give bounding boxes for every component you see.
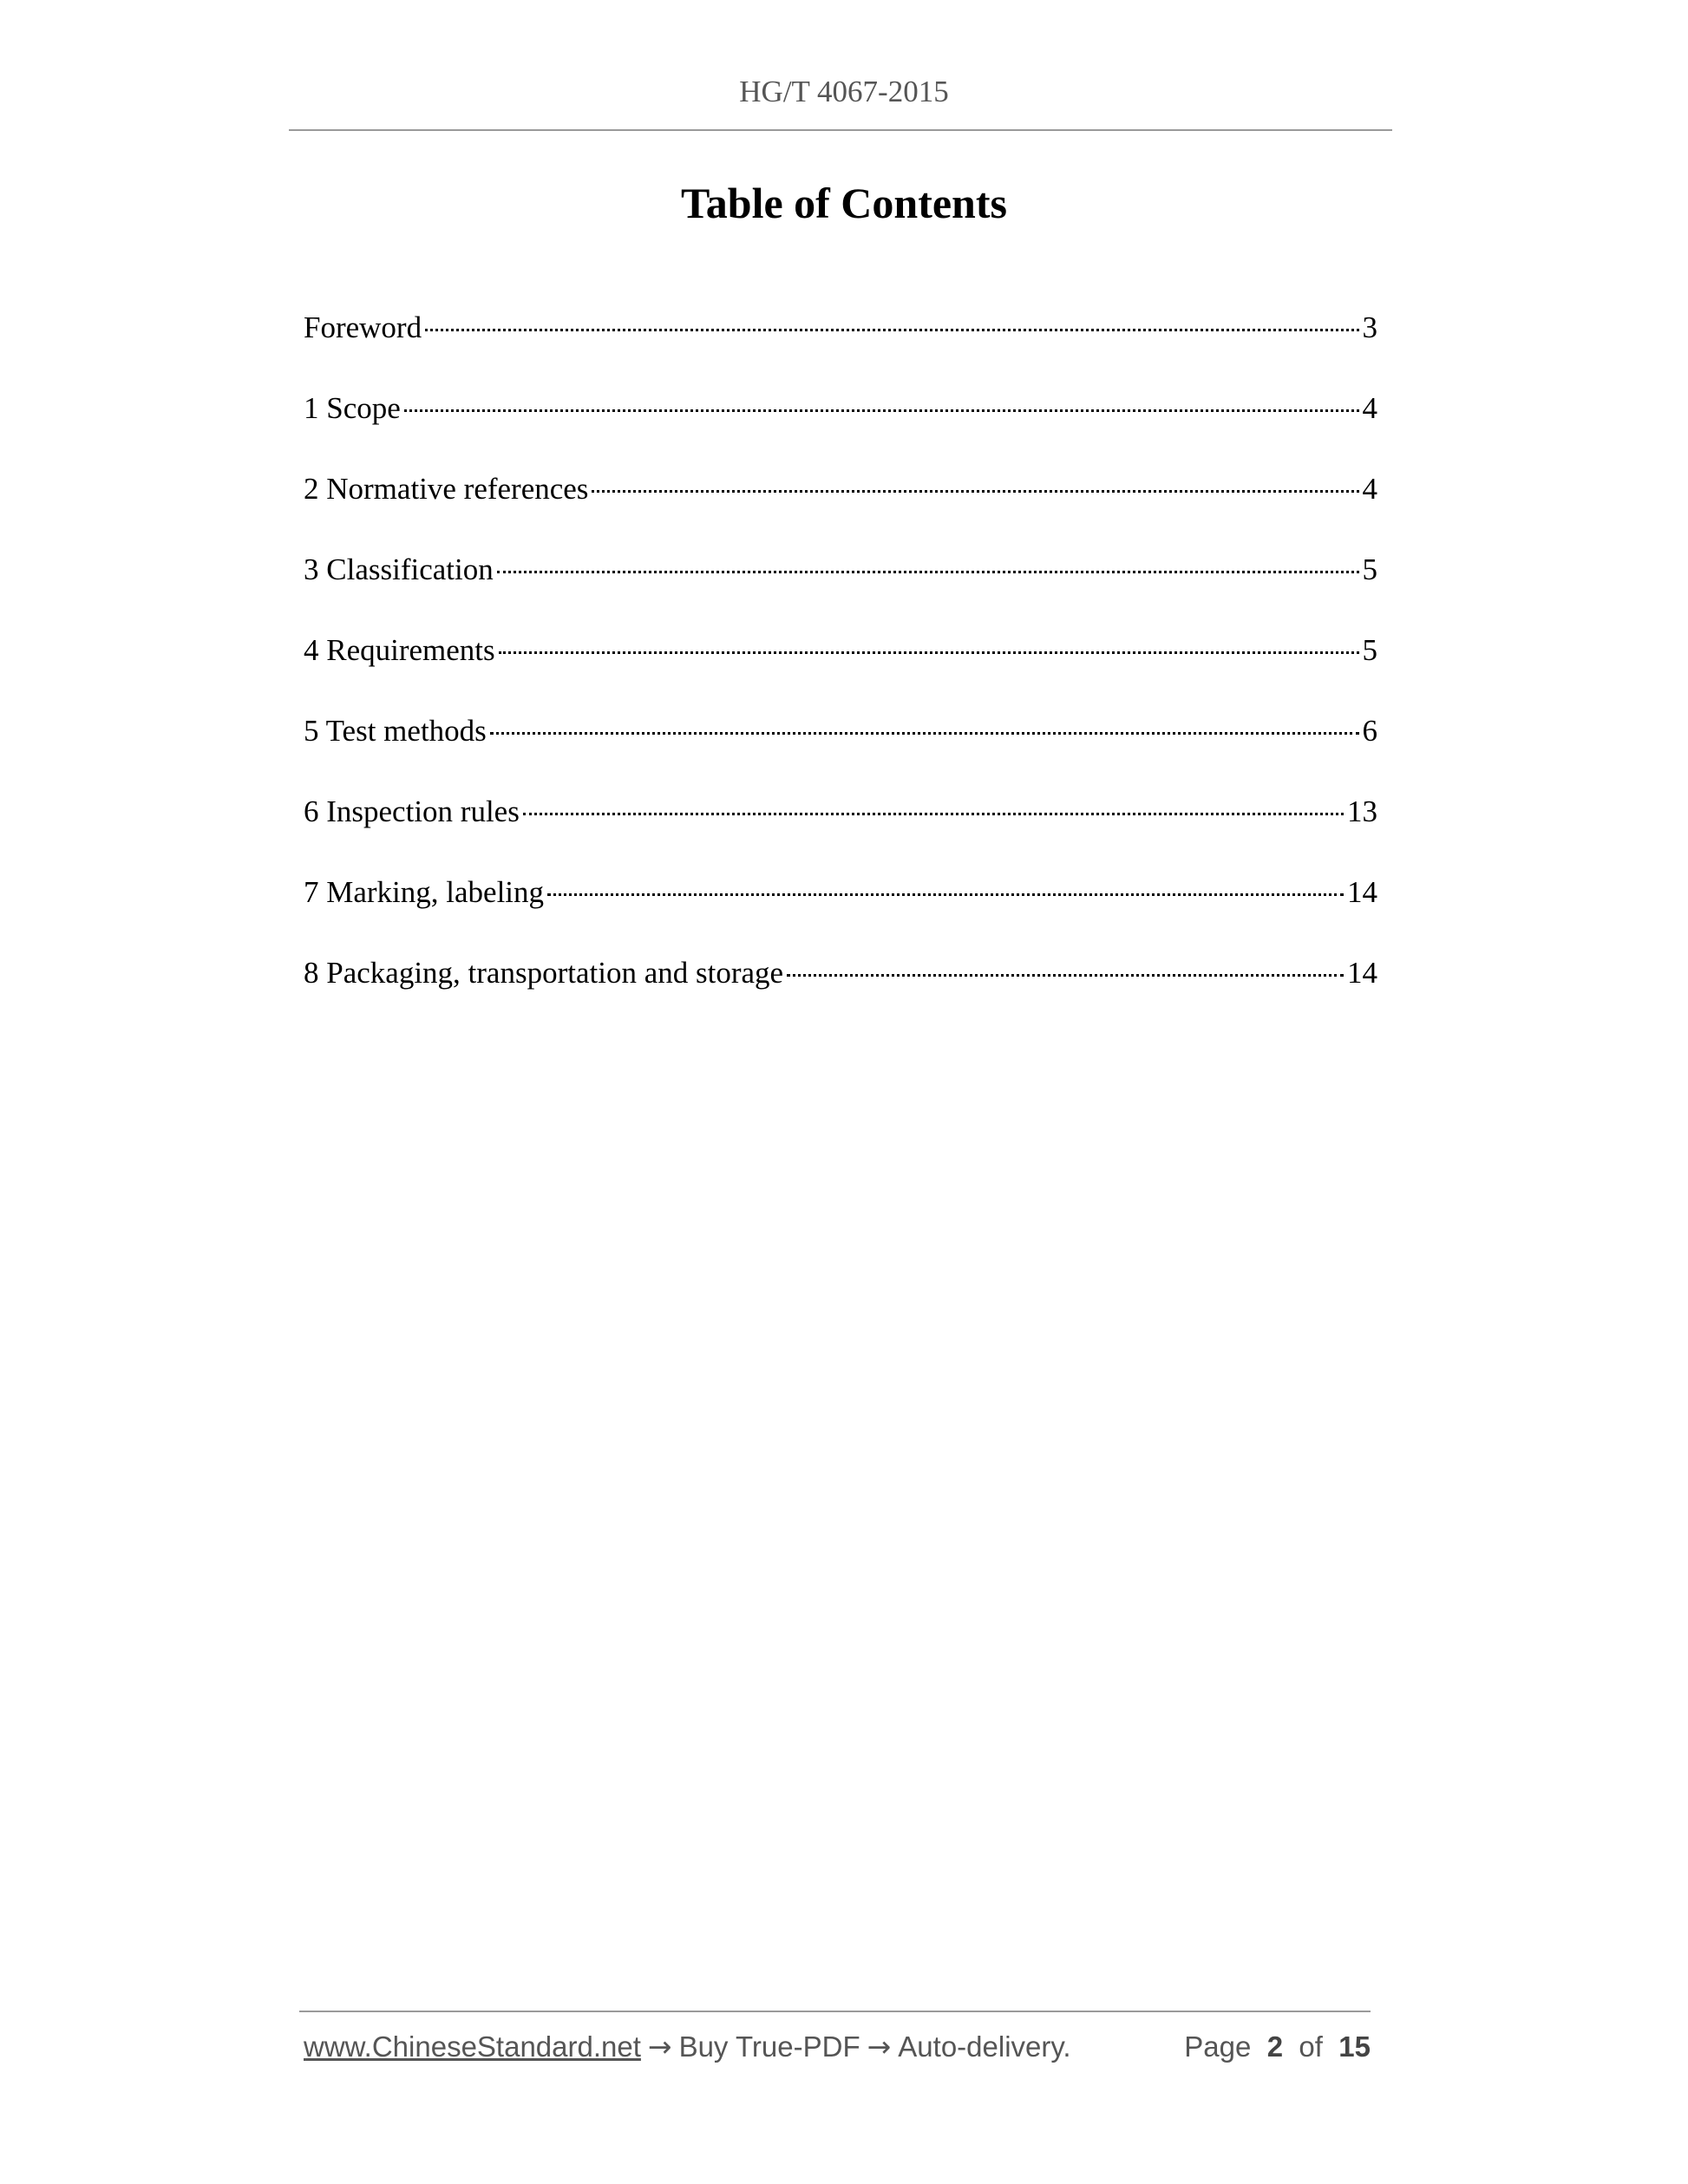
toc-entry-scope[interactable] [304,383,1377,463]
toc-entry-label: 5 Test methods [304,714,487,748]
toc-entry-foreword[interactable] [304,302,1377,383]
toc-entry-page: 14 [1347,956,1377,990]
toc-entry-normative-references[interactable] [304,463,1377,544]
toc-entry-inspection-rules[interactable] [304,786,1377,866]
toc-entry-label: 2 Normative references [304,472,589,506]
header-divider [289,129,1392,131]
toc-entry-label: 4 Requirements [304,633,495,667]
page-total: 15 [1338,2030,1371,2063]
toc-entry-classification[interactable] [304,544,1377,624]
toc-dot-leader [490,706,1359,741]
document-code: HG/T 4067-2015 [739,75,949,108]
toc-entry-label: 7 Marking, labeling [304,875,545,909]
toc-entry-label: 8 Packaging, transportation and storage [304,956,784,990]
toc-dot-leader [787,948,1344,983]
toc-dot-leader [523,787,1344,821]
delivery-text: Auto-delivery. [898,2030,1071,2063]
toc-entry-marking-labeling[interactable] [304,866,1377,947]
page-number [1184,2030,1371,2063]
toc-entry-packaging[interactable] [304,947,1377,1028]
toc-dot-leader [547,867,1344,902]
toc-entry-page: 5 [1362,633,1377,667]
toc-entry-requirements[interactable] [304,624,1377,705]
toc-entry-test-methods[interactable] [304,705,1377,786]
page-current: 2 [1266,2030,1284,2063]
footer-promo [304,2030,1071,2063]
toc-dot-leader [497,545,1359,579]
toc-dot-leader [404,383,1359,418]
toc-dot-leader [499,625,1359,660]
arrow-right-icon: → [647,2030,672,2063]
toc-entry-label: Foreword [304,311,422,344]
toc-list [304,302,1377,1028]
toc-entry-label: 1 Scope [304,391,401,425]
page-word: Page [1184,2030,1252,2063]
toc-entry-label: 6 Inspection rules [304,794,520,828]
website-link[interactable]: www.ChineseStandard.net [304,2030,641,2063]
toc-entry-page: 3 [1362,311,1377,344]
toc-entry-page: 5 [1362,553,1377,586]
toc-entry-page: 4 [1362,472,1377,506]
toc-entry-page: 6 [1362,714,1377,748]
toc-entry-page: 13 [1347,794,1377,828]
toc-title: Table of Contents [681,179,1007,227]
footer-divider [299,2011,1371,2012]
toc-dot-leader [592,464,1358,499]
of-word: of [1299,2030,1323,2063]
toc-dot-leader [425,303,1358,337]
toc-entry-page: 4 [1362,391,1377,425]
page-footer [304,2030,1371,2063]
arrow-right-icon: → [867,2030,892,2063]
toc-entry-label: 3 Classification [304,553,494,586]
buy-text: Buy True-PDF [678,2030,860,2063]
toc-entry-page: 14 [1347,875,1377,909]
